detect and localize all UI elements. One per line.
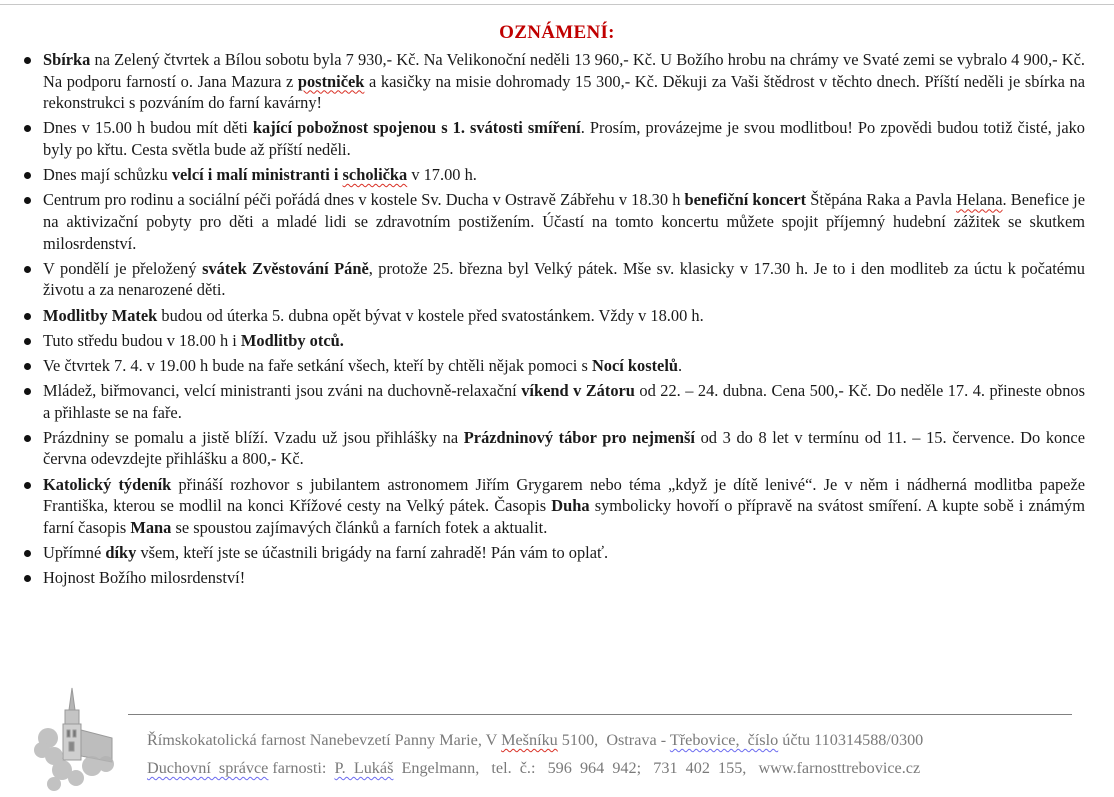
announcement-item: [0, 542, 1114, 564]
text-segment: Římskokatolická farnost Nanebevzetí Panny Marie, V: [147, 731, 502, 749]
announcement-item: [0, 380, 1114, 423]
text-segment: . Benefice je na aktivizační pobyty pro děti a mladé lidi se zdravotním postižením. Účastí na tomto koncertu můžete spojit příjemný hudební zážitek se skutkem milosrdenství.: [43, 190, 1085, 253]
bold-text: Nocí kostelů: [591, 355, 678, 375]
bullet-icon: [24, 172, 31, 179]
bold-text: benefiční koncert: [684, 190, 807, 210]
bold-text: svátek Zvěstování Páně: [202, 258, 369, 278]
text-segment: Helana: [956, 190, 1003, 210]
bold-text: díky: [105, 543, 137, 562]
bullet-icon: [24, 388, 31, 395]
text-segment: všem, kteří jste se účastnili brigády na farní zahradě! Pán vám to oplať.: [136, 543, 609, 562]
bold-text: Prázdninový tábor pro nejmenší: [463, 427, 695, 447]
text-segment: Mládež, biřmovanci, velcí ministranti jsou zváni na duchovně-relaxační: [43, 381, 522, 401]
bullet-icon: [24, 266, 31, 273]
announcement-item: [0, 189, 1114, 254]
announcement-item: [0, 567, 1114, 589]
bold-text: Katolický týdeník: [43, 474, 172, 494]
text-segment: Hojnost Božího milosrdenství!: [43, 568, 246, 588]
bullet-icon: [24, 482, 31, 489]
text-segment: symbolicky hovoří o přípravě na svátost smíření. A kupte sobě i známým farní časopis: [43, 496, 1085, 537]
announcement-list: [0, 49, 1114, 592]
text-segment: od 22. – 24. dubna. Cena 500,- Kč. Do neděle 17. 4. přineste obnos a přihlaste se na faře.: [43, 381, 1085, 422]
bold-text: Sbírka: [43, 50, 91, 69]
bold-text: víkend v Zátoru: [521, 381, 635, 401]
footer-contact: [147, 759, 920, 778]
text-segment: P. Lukáš: [334, 759, 394, 777]
text-segment: . Prosím, provázejme je svou modlitbou! Po zpovědi budou totiž čisté, jako byly po křtu. Cesta světla bude až příští neděli.: [43, 118, 1085, 159]
text-segment: budou od úterka 5. dubna opět bývat v kostele před svatostánkem. Vždy v 18.00 h.: [157, 305, 704, 325]
bold-text: Mana: [130, 517, 172, 537]
text-segment: .: [678, 355, 683, 375]
text-segment: Ve čtvrtek 7. 4. v 19.00 h bude na faře setkání všech, kteří by chtěli nějak pomoci s: [43, 355, 592, 375]
bullet-icon: [24, 363, 31, 370]
announcement-item: [0, 164, 1114, 186]
text-segment: Prázdniny se pomalu a jistě blíží. Vzadu už jsou přihlášky na: [43, 427, 464, 447]
text-segment: Tuto středu budou v 18.00 h i: [43, 330, 241, 350]
text-segment: na Zelený čtvrtek a Bílou sobotu byla 7 930,- Kč. Na Velikonoční neděli 13 960,- Kč. U Božího hrobu na chrámy ve Svaté zemi se vybralo 4 900,- Kč. Na podporu farností o. Jana Mazura z: [43, 50, 1085, 91]
bullet-icon: [24, 197, 31, 204]
announcement-item: [0, 330, 1114, 352]
announcement-item: [0, 117, 1114, 160]
page-title: OZNÁMENÍ:: [499, 22, 615, 43]
announcement-item: [0, 49, 1114, 114]
bold-text: Duha: [551, 496, 590, 516]
church-logo-icon: [32, 686, 122, 792]
bullet-icon: [24, 435, 31, 442]
bullet-icon: [24, 313, 31, 320]
text-segment: a kasičky na misie dohromady 15 300,- Kč. Děkuji za Vaši štědrost v těchto dnech. Příští neděli je sbírka na rekonstrukci s pozváním do farní kavárny!: [43, 71, 1085, 113]
text-segment: od 3 do 8 let v termínu od 11. – 15. července. Do konce června odevzdejte přihlášku a 800,- Kč.: [43, 427, 1085, 469]
text-segment: Třebovice, číslo: [669, 731, 779, 749]
text-segment: Engelmann, tel. č.: 596 964 942; 731 402 155, www.farnosttrebovice.cz: [393, 759, 921, 777]
text-segment: přináší rozhovor s jubilantem astronomem Jiřím Grygarem nebo téma „když je dítě lenivé“. Je v něm i nádherná modlitba papeže Františka, kterou se modlil na konci Křížové cesty na Velký pátek. Časopis: [43, 474, 1085, 516]
text-segment: Dnes v 15.00 h budou mít děti: [43, 118, 253, 138]
announcement-item: [0, 258, 1114, 301]
text-segment: 5100, Ostrava -: [557, 731, 670, 749]
footer-address: [147, 731, 923, 750]
page-top-border: [0, 4, 1114, 5]
bullet-icon: [24, 125, 31, 132]
bold-text: Modlitby Matek: [43, 305, 158, 325]
announcement-item: [0, 355, 1114, 377]
announcement-item: [0, 305, 1114, 327]
bold-text: scholička: [342, 165, 408, 185]
text-segment: účtu 110314588/0300: [778, 731, 924, 749]
bullet-icon: [24, 338, 31, 345]
bullet-icon: [24, 575, 31, 582]
bullet-icon: [24, 57, 31, 64]
bold-text: postniček: [297, 71, 365, 91]
text-segment: , protože 25. března byl Velký pátek. Mše sv. klasicky v 17.30 h. Je to i den modliteb za úctu k počatému životu a za nenarozené děti.: [43, 258, 1085, 300]
text-segment: farnosti:: [268, 759, 335, 777]
footer-divider: [128, 714, 1072, 715]
text-segment: Dnes mají schůzku: [43, 165, 172, 185]
bold-text: velcí i malí ministranti i: [171, 165, 343, 185]
text-segment: Upřímné: [43, 543, 106, 562]
announcement-item: [0, 427, 1114, 470]
text-segment: v 17.00 h.: [407, 165, 477, 185]
text-segment: Štěpána Raka a Pavla: [806, 190, 957, 210]
bold-text: kající pobožnost spojenou s 1. svátosti smíření: [252, 118, 581, 138]
text-segment: Centrum pro rodinu a sociální péči pořádá dnes v kostele Sv. Ducha v Ostravě Zábřehu v 18.30 h: [43, 190, 685, 210]
text-segment: Duchovní správce: [147, 759, 269, 777]
text-segment: Mešníku: [501, 731, 558, 749]
bullet-icon: [24, 550, 31, 557]
text-segment: se spoustou zajímavých článků a farních fotek a aktualit.: [171, 517, 548, 537]
bold-text: Modlitby otců.: [240, 330, 344, 350]
text-segment: V pondělí je přeložený: [43, 258, 203, 278]
announcement-item: [0, 474, 1114, 539]
